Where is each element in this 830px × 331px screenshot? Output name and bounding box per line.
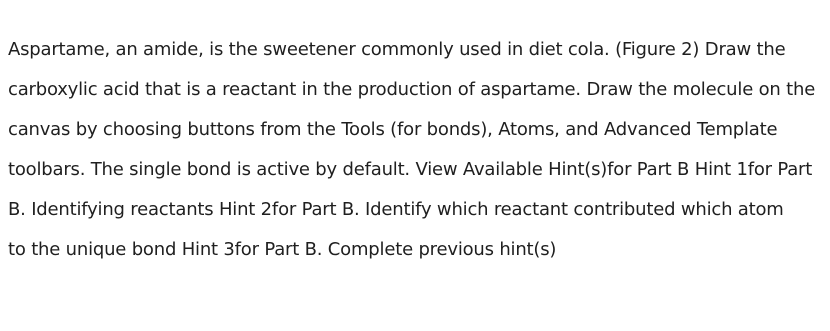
question-line-1: Aspartame, an amide, is the sweetener commonly used in diet cola. (Figure 2) Draw the (8, 39, 786, 60)
question-line-5: B. Identifying reactants Hint 2for Part B. Identify which reactant contributed which atom (8, 199, 784, 220)
question-line-4: toolbars. The single bond is active by default. View Available Hint(s)for Part B Hint 1for Part (8, 159, 813, 180)
question-line-3: canvas by choosing buttons from the Tools (for bonds), Atoms, and Advanced Template (8, 119, 778, 140)
question-line-2: carboxylic acid that is a reactant in the production of aspartame. Draw the molecule on the (8, 79, 816, 100)
question-text (8, 30, 820, 270)
question-line-6: to the unique bond Hint 3for Part B. Complete previous hint(s) (8, 239, 557, 260)
